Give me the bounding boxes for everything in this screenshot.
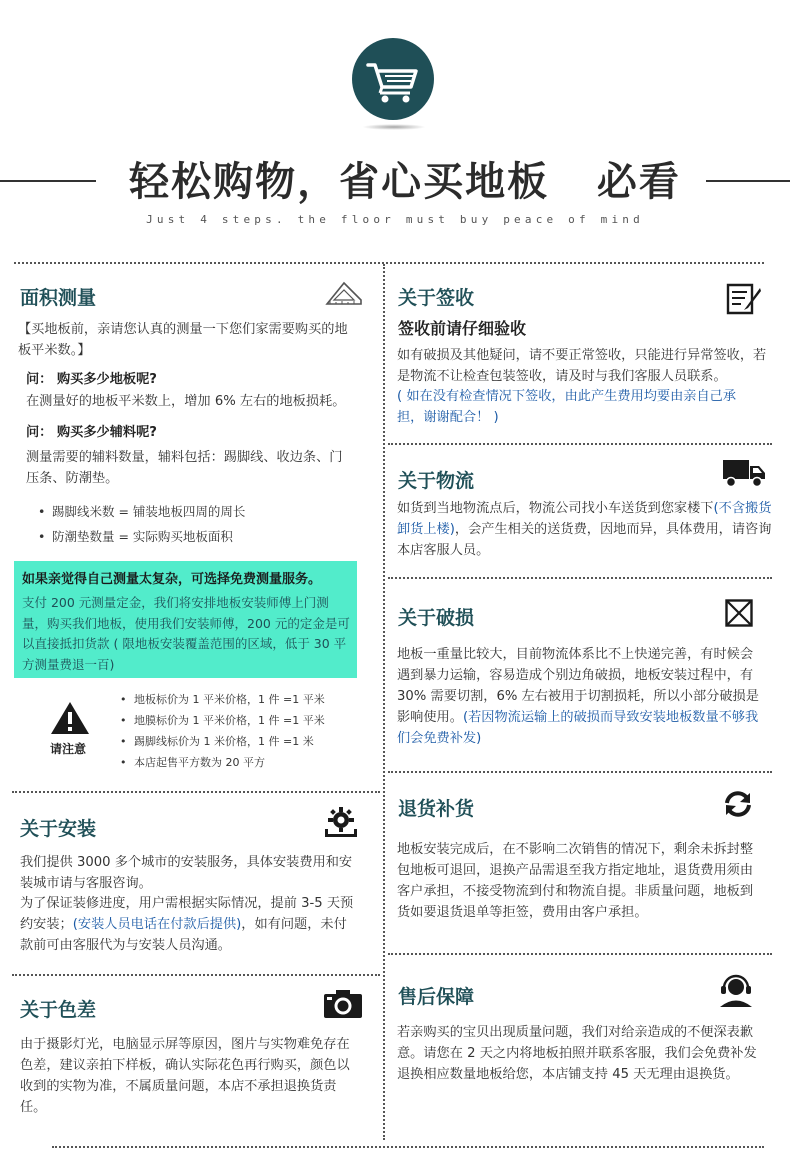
title-rule-left xyxy=(0,180,96,182)
receipt-subtitle: 签收前请仔细验收 xyxy=(398,319,527,338)
divider-top xyxy=(14,262,764,264)
logistics-text-a: 如货到当地物流点后，物流公司找小车送货到您家楼下 xyxy=(397,501,714,516)
divider-right-3 xyxy=(388,771,772,773)
free-measure-title: 如果亲觉得自己测量太复杂，可选择免费测量服务。 xyxy=(22,572,322,587)
divider-center xyxy=(383,264,385,1140)
cart-shadow xyxy=(362,124,426,130)
logistics-body xyxy=(397,498,773,561)
list-item: • 踢脚线米数 = 铺装地板四周的周长 xyxy=(38,499,358,524)
area-answer-1: 在测量好的地板平米数上，增加 6% 左右的地板损耗。 xyxy=(26,394,346,409)
area-bullet-list xyxy=(38,499,358,549)
sign-document-icon xyxy=(725,282,763,316)
aftersale-title: 售后保障 xyxy=(398,986,475,1008)
customer-service-icon xyxy=(716,972,756,1008)
list-item: • 地膜标价为 1 平米价格，1 件 =1 平米 xyxy=(120,710,370,731)
damage-text-blue: (若因物流运输上的破损而导致安装地板数量不够我们会免费补发) xyxy=(397,710,759,746)
title-rule-right xyxy=(706,180,790,182)
damage-body xyxy=(397,644,759,749)
list-item: • 本店起售平方数为 20 平方 xyxy=(120,752,370,773)
returns-title: 退货补货 xyxy=(398,798,475,820)
cart-badge xyxy=(352,38,434,120)
divider-right-1 xyxy=(388,443,772,445)
list-item: • 防潮垫数量 = 实际购买地板面积 xyxy=(38,524,358,549)
truck-icon xyxy=(722,458,766,488)
aftersale-body: 若亲购买的宝贝出现质量问题，我们对给亲造成的不便深表歉意。请您在 2 天之内将地板拍照并联系客服，我们会免费补发退换相应数量地板给您，本店铺支持 45 天无理由退换货。 xyxy=(397,1025,757,1082)
camera-icon xyxy=(323,989,363,1019)
refresh-icon xyxy=(723,790,753,818)
color-title: 关于色差 xyxy=(20,999,97,1021)
divider-left-2 xyxy=(12,974,380,976)
area-title: 面积测量 xyxy=(20,287,97,309)
receipt-body: 如有破损及其他疑问，请不要正常签收，只能进行异常签收，若是物流不让检查包装签收，请及时与我们客服人员联系。 xyxy=(397,348,767,384)
color-body: 由于摄影灯光，电脑显示屏等原因，图片与实物难免存在色差，建议亲拍下样板，确认实际花色再行购买，颜色以收到的实物为准，不属质量问题，本店不承担退换货责任。 xyxy=(20,1037,350,1115)
logistics-title: 关于物流 xyxy=(398,470,475,492)
notice-label: 请注意 xyxy=(50,742,87,756)
install-text-blue: (安装人员电话在付款后提供) xyxy=(72,917,242,932)
divider-right-2 xyxy=(388,577,772,579)
area-question-1: 问： 购买多少地板呢? xyxy=(26,372,157,387)
list-item: • 踢脚线标价为 1 米价格，1 件 =1 米 xyxy=(120,731,370,752)
area-question-2: 问： 购买多少辅料呢? xyxy=(26,425,157,440)
damage-text: 地板一重量比较大，目前物流体系比不上快递完善，有时候会遇到暴力运输，容易造成个别边角破损，地板安装过程中，有 30% 需要切割，6% 左右被用于切割损耗，所以小部分破损是影响使用。 xyxy=(397,647,759,725)
install-paragraph-1: 我们提供 3000 多个城市的安装服务，具体安装费用和安装城市请与客服咨询。 xyxy=(20,855,353,891)
logistics-text-b: ，会产生相关的送货费，因地而异，具体费用，请咨询本店客服人员。 xyxy=(397,522,772,558)
divider-right-4 xyxy=(388,953,772,955)
free-measure-body: 支付 200 元测量定金，我们将安排地板安装师傅上门测量，购买我们地板，使用我们安装师傅，200 元的定金是可以直接抵扣货款 ( 限地板安装覆盖范围的区域，低于 30 平方测量费退一百) xyxy=(22,595,350,672)
notice-list xyxy=(120,689,370,773)
warning-icon xyxy=(49,700,91,736)
page-title: 轻松购物，省心买地板 必看 xyxy=(129,159,681,205)
receipt-note: ( 如在没有检查情况下签收，由此产生费用均要由亲自己承担，谢谢配合！ ) xyxy=(397,389,737,425)
damage-title: 关于破损 xyxy=(398,607,475,629)
install-paragraph-2 xyxy=(20,893,354,956)
receipt-title: 关于签收 xyxy=(398,287,475,309)
gear-icon xyxy=(323,804,359,840)
page-subtitle: Just 4 steps. the floor must buy peace of mind xyxy=(146,213,644,226)
ruler-icon xyxy=(324,279,364,307)
list-item: • 地板标价为 1 平米价格，1 件 =1 平米 xyxy=(120,689,370,710)
install-title: 关于安装 xyxy=(20,818,97,840)
area-answer-2: 测量需要的辅料数量，辅料包括：踢脚线、收边条、门压条、防潮垫。 xyxy=(26,450,343,486)
logistics-text-blue: (不含搬货卸货上楼) xyxy=(397,501,772,537)
install-text-c: ，如有问题，未付款前可由客服代为与安装人员沟通。 xyxy=(20,917,347,953)
install-text-a: 为了保证装修进度，用户需根据实际情况，提前 3-5 天预约安装； xyxy=(20,896,354,932)
shopping-cart-icon xyxy=(352,38,434,120)
divider-left-1 xyxy=(12,791,380,793)
broken-box-icon xyxy=(725,599,753,627)
free-measure-box xyxy=(14,561,357,678)
area-intro: 【买地板前，亲请您认真的测量一下您们家需要购买的地板平米数。】 xyxy=(18,322,348,358)
returns-body: 地板安装完成后，在不影响二次销售的情况下，剩余未拆封整包地板可退回，退换产品需退至我方指定地址，退货费用须由客户承担，不接受物流到付和物流自提。非质量问题，地板到货如要退货退单等拒签，费用由客户承担。 xyxy=(397,842,754,920)
divider-bottom xyxy=(52,1146,764,1148)
